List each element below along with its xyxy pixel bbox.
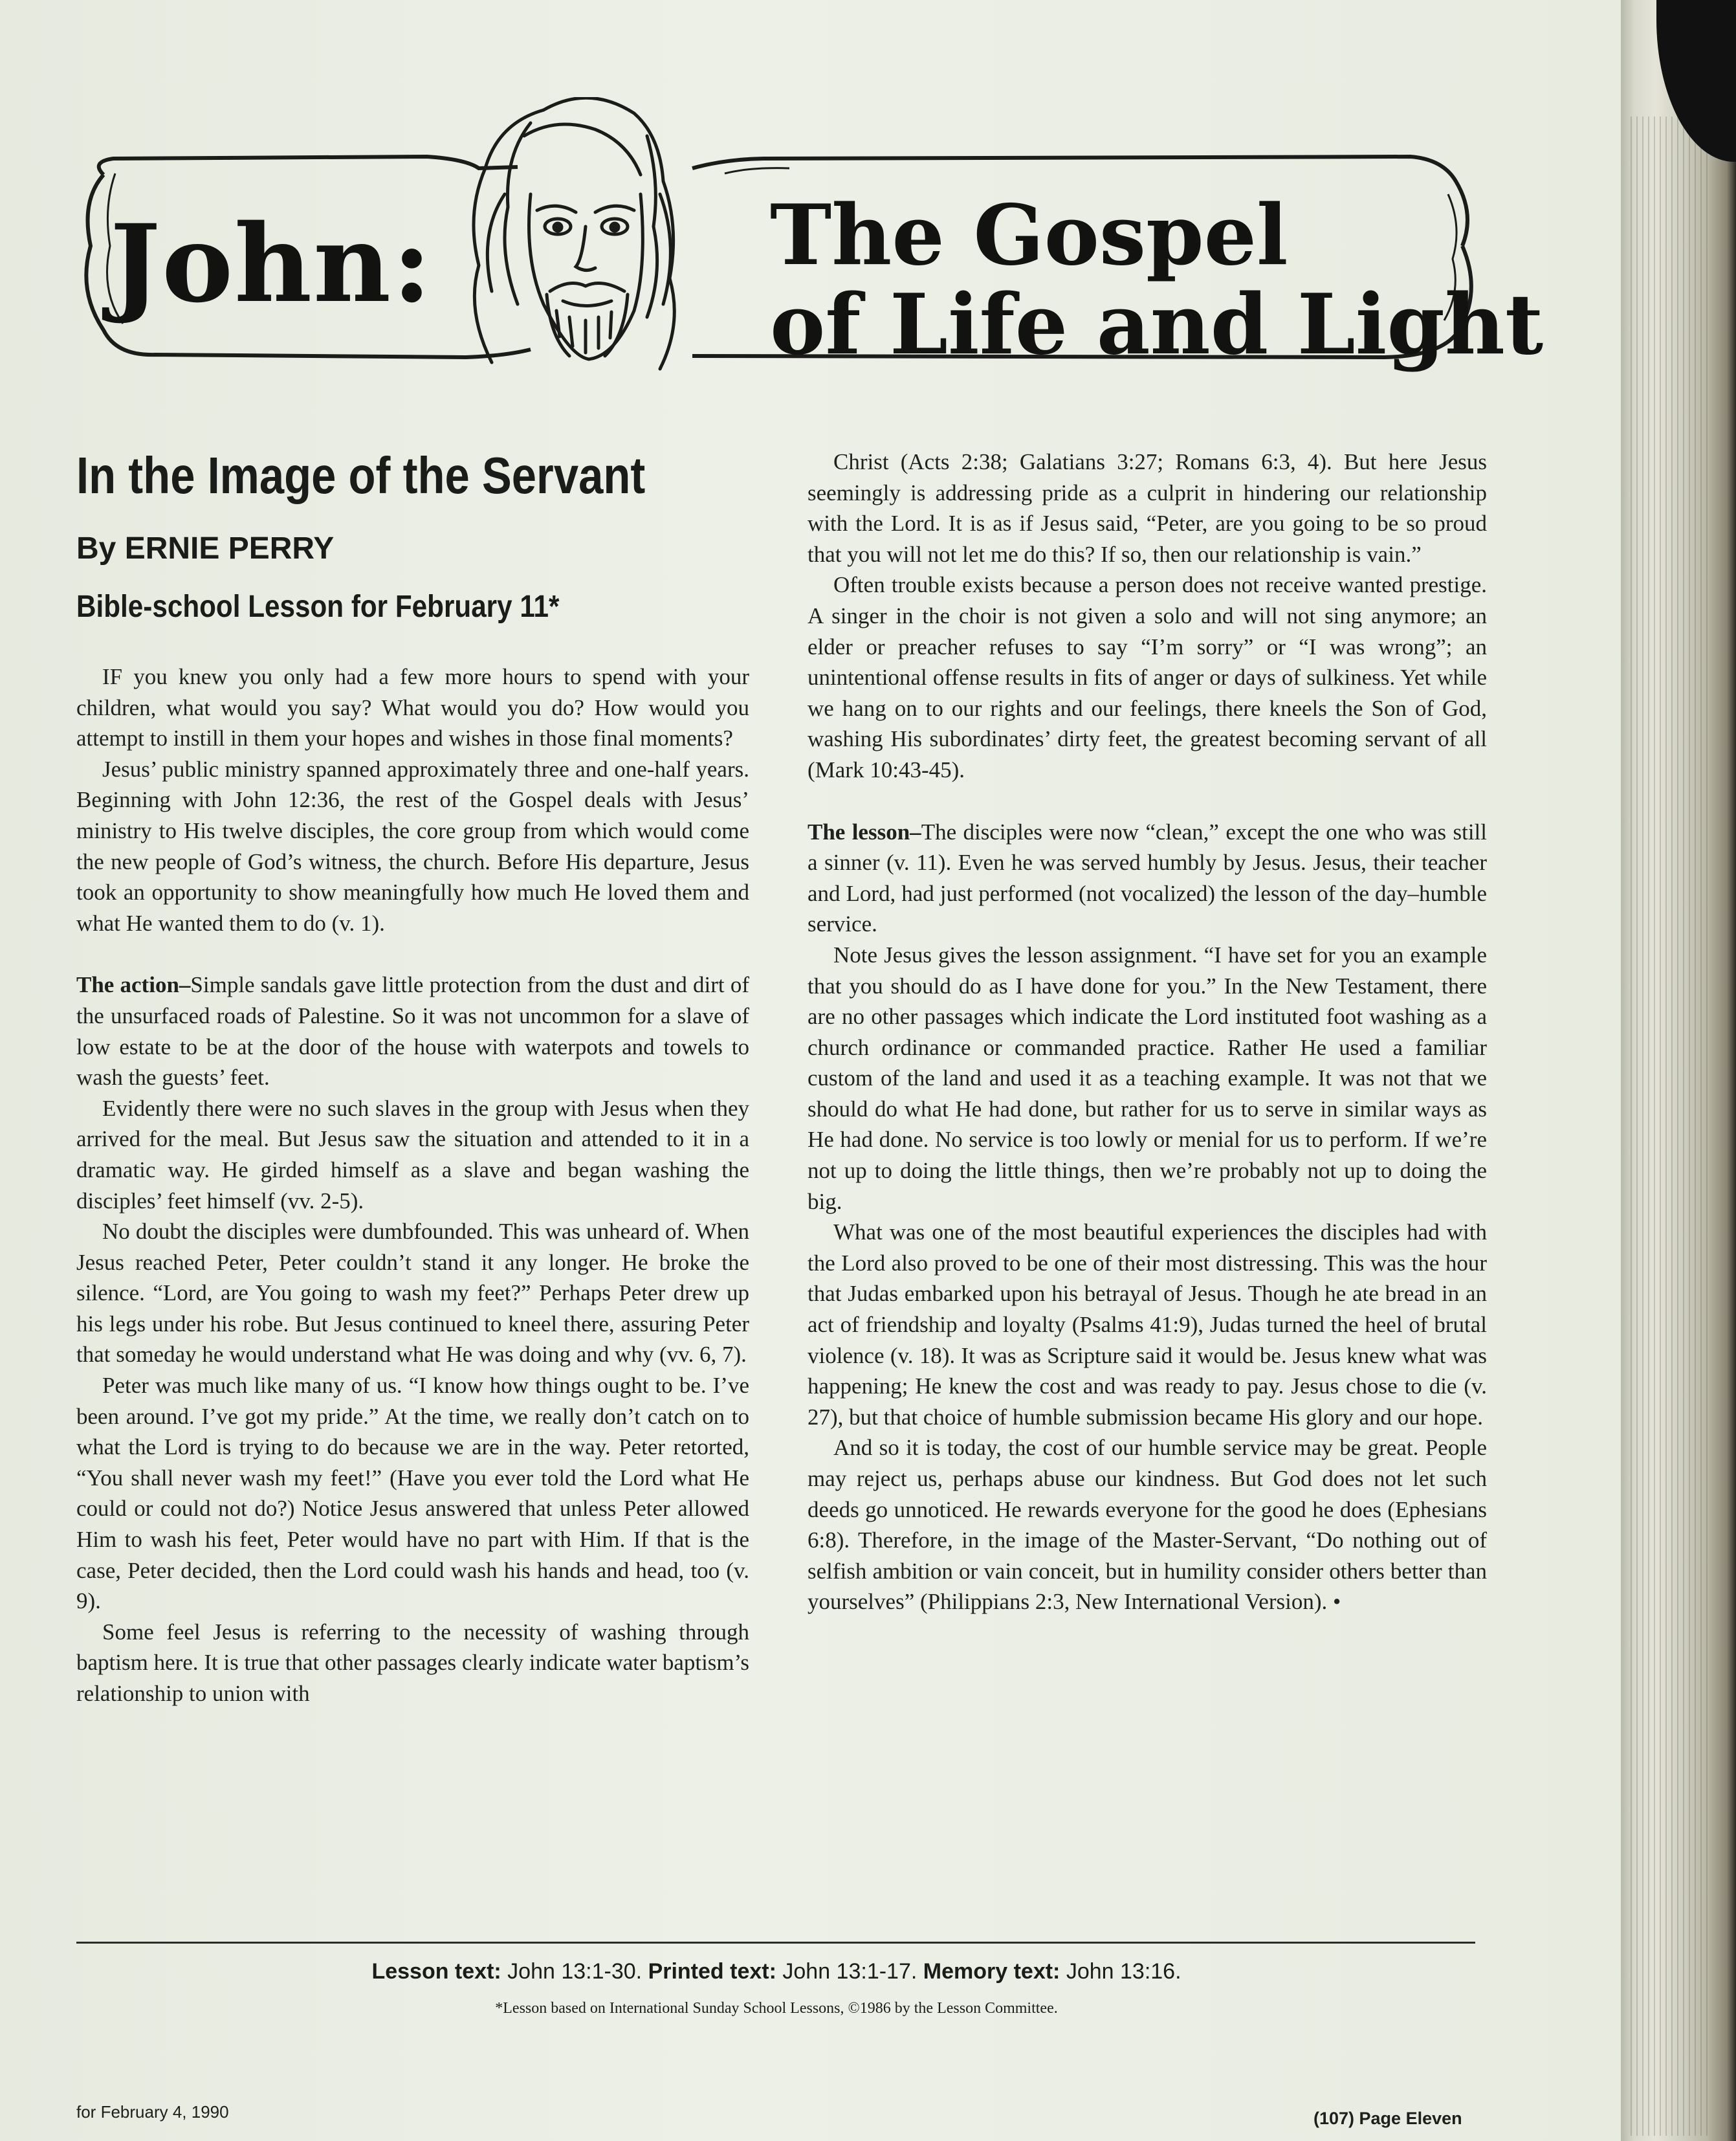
paragraph-text: And so it is today, the cost of our humble service may be great. People may reject us, perhaps abuse our kindness. But God does not let such deeds go unnoticed. He rewards everyone for the good he does (Ephesians 6:8). Therefore, in the image of the Master-Servant, “Do nothing out of selfish ambition or vain conceit, but in humility consider others better than yourselves” (Philippians 2:3, New International Version). •	[808, 1435, 1487, 1615]
article-paragraph	[808, 447, 1487, 570]
article-column-left	[76, 661, 749, 1709]
article-paragraph	[808, 940, 1487, 1217]
article-paragraph	[76, 1617, 749, 1709]
banner-john: John:	[110, 201, 433, 326]
lesson-text-label: Lesson text:	[371, 1959, 501, 1984]
paragraph-text: Often trouble exists because a person does not receive wanted prestige. A singer in the choir is not given a solo and will not sing anymore; an elder or preacher refuses to say “I’m sorry” or “I was wrong”; an unintentional offense results in fits of anger or days of sulkiness. Yet while we hang on to our rights and our feelings, there kneels the Son of God, washing His subordinates’ dirty feet, the greatest becoming servant of all (Mark 10:43-45).	[808, 572, 1487, 782]
article-paragraph	[808, 1217, 1487, 1432]
paragraph-text: The disciples were now “clean,” except the one who was still a sinner (v. 11). Even he was served humbly by Jesus. Jesus, their teacher and Lord, had just performed (not vocalized) the lesson of the day–humble service.	[808, 819, 1488, 937]
issue-date: for February 4, 1990	[76, 2102, 229, 2122]
paragraph-text: Peter was much like many of us. “I know how things ought to be. I’ve been around. I’ve got my pride.” At the time, we really don’t catch on to what the Lord is trying to do because we are in the way. Peter retorted, “You shall never wash my feet!” (Have you ever told the Lord what He could or could not do?) Notice Jesus answered that unless Peter allowed Him to wash his feet, Peter would have no part with Him. If that is the case, Peter decided, then the Lord could wash his hands and head, too (v. 9).	[76, 1373, 749, 1614]
article-paragraph	[808, 1432, 1487, 1617]
article-headline: In the Image of the Servant	[76, 447, 646, 504]
memory-text-label: Memory text:	[923, 1959, 1060, 1984]
article-paragraph	[76, 754, 749, 939]
page-number: (107) Page Eleven	[1313, 2109, 1462, 2128]
article-paragraph	[76, 1093, 749, 1216]
paragraph-text: IF you knew you only had a few more hours to spend with your children, what would you say? What would you do? How would you attempt to instill in them your hopes and wishes in those final moments?	[76, 664, 749, 751]
printed-text-value: John 13:1-17.	[782, 1959, 917, 1984]
lesson-date-heading: Bible-school Lesson for February 11*	[76, 590, 560, 624]
paragraph-text: Christ (Acts 2:38; Galatians 3:27; Romans 6:3, 4). But here Jesus seemingly is addressing pride as a culprit in hindering our relationship with the Lord. It is as if Jesus said, “Peter, are you going to be so proud that you will not let me do this? If so, then our relationship is vain.”	[808, 449, 1487, 567]
section-heading: The action–	[76, 972, 191, 998]
paragraph-text: Jesus’ public ministry spanned approximately three and one-half years. Beginning with John 12:36, the rest of the Gospel deals with Jesus’ ministry to His twelve disciples, the core group from which would come the new people of God’s witness, the church. Before His departure, Jesus took an opportunity to show meaningfully how much He loved them and what He wanted them to do (v. 1).	[76, 756, 749, 936]
page-edges	[1631, 116, 1708, 2136]
article-column-right	[808, 447, 1487, 1617]
article-paragraph	[76, 1216, 749, 1370]
banner-subtitle-line1: The Gospel	[770, 187, 1288, 284]
footnote: *Lesson based on International Sunday School Lessons, ©1986 by the Lesson Committee.	[495, 2000, 1058, 2017]
lesson-text-value: John 13:1-30.	[507, 1959, 643, 1984]
banner-subtitle	[770, 187, 1544, 373]
article-paragraph	[808, 570, 1487, 785]
paragraph-text: No doubt the disciples were dumbfounded. This was unheard of. When Jesus reached Peter, Peter couldn’t stand it any longer. He broke the silence. “Lord, are You going to wash my feet?” Perhaps Peter drew up his legs under his robe. But Jesus continued to kneel there, assuring Peter that someday he would understand what He was doing and why (vv. 6, 7).	[76, 1219, 749, 1368]
paragraph-text: Simple sandals gave little protection from the dust and dirt of the unsurfaced roads of Palestine. So it was not uncommon for a slave of low estate to be at the door of the house with waterpots and towels to wash the guests’ feet.	[76, 972, 749, 1091]
banner-subtitle-line2: of Life and Light	[770, 276, 1544, 373]
article-paragraph	[76, 1370, 749, 1617]
article-byline: By ERNIE PERRY	[76, 531, 335, 566]
footer-divider	[76, 1942, 1475, 1944]
article-paragraph	[76, 661, 749, 754]
article-paragraph	[808, 817, 1487, 940]
memory-text-value: John 13:16.	[1066, 1959, 1181, 1984]
paragraph-text: What was one of the most beautiful experiences the disciples had with the Lord also proved to be one of their most distressing. This was the hour that Judas embarked upon his betrayal of Jesus. Though he ate bread in an act of friendship and loyalty (Psalms 41:9), Judas turned the heel of brutal violence (v. 18). It was as Scripture said it would be. Jesus knew what was happening; He knew the cost and was ready to pay. Jesus chose to die (v. 27), but that choice of humble submission became His glory and our hope.	[808, 1219, 1487, 1430]
paragraph-text: Note Jesus gives the lesson assignment. “I have set for you an example that you should do as I have done for you.” In the New Testament, there are no other passages which indicate the Lord instituted foot washing as a church ordinance or commanded practice. Rather He used a familiar custom of the land and used it as a teaching example. It was not that we should do what He had done, but rather for us to serve in similar ways as He had done. No service is too lowly or menial for us to perform. If we’re not up to doing the little things, then we’re probably not up to doing the big.	[808, 942, 1487, 1214]
section-heading: The lesson–	[808, 819, 921, 845]
printed-text-label: Printed text:	[648, 1959, 776, 1984]
paragraph-text: Evidently there were no such slaves in the group with Jesus when they arrived for the meal. But Jesus saw the situation and attended to it in a dramatic way. He girded himself as a slave and began washing the disciples’ feet himself (vv. 2-5).	[76, 1095, 749, 1214]
jesus-portrait-icon	[474, 98, 674, 369]
article-paragraph	[76, 970, 749, 1093]
paragraph-text: Some feel Jesus is referring to the necessity of washing through baptism here. It is true that other passages clearly indicate water baptism’s relationship to union with	[76, 1619, 749, 1706]
lesson-references	[0, 1959, 1553, 1984]
